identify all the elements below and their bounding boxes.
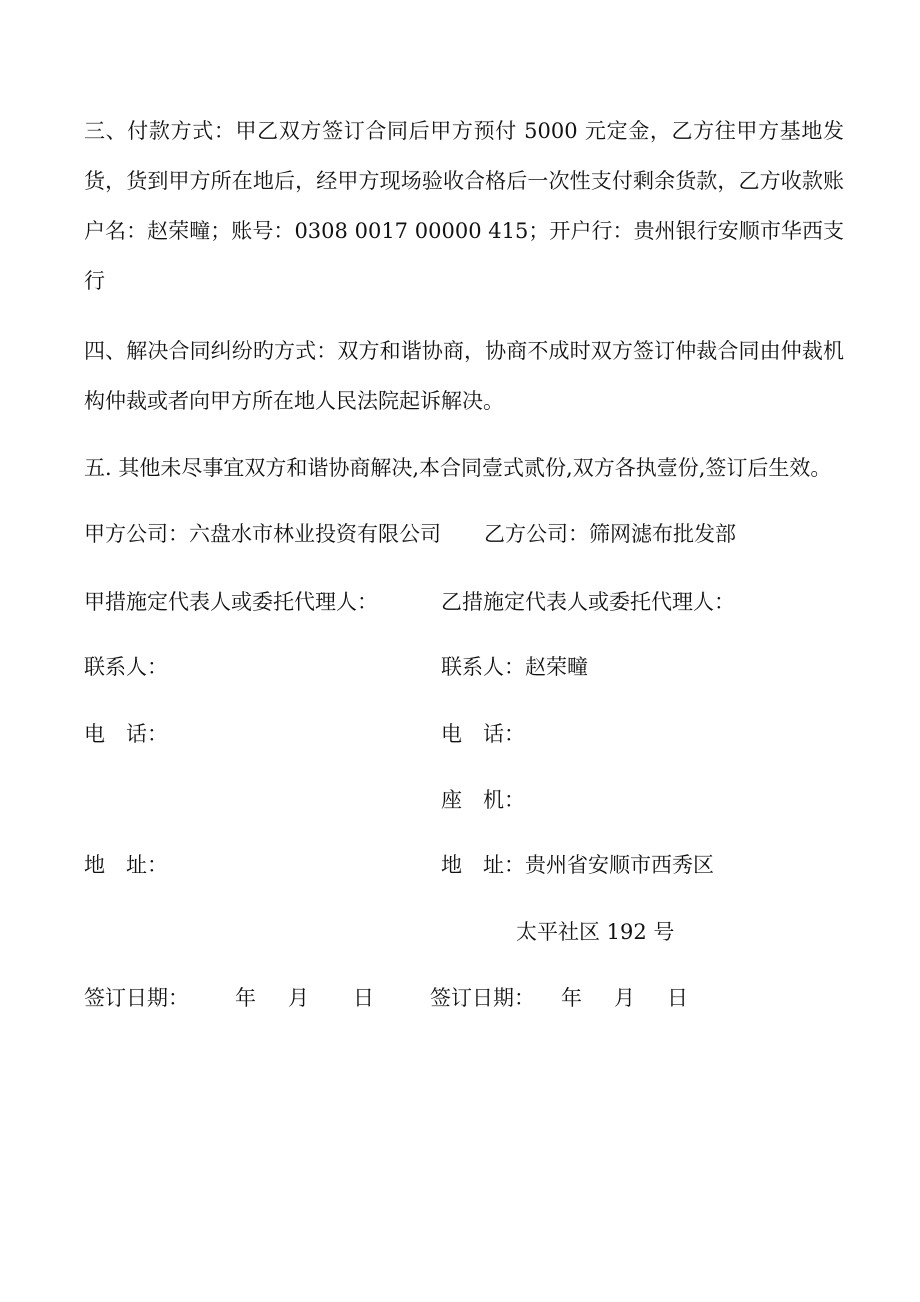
clause-other: 五. 其他未尽事宜双方和谐协商解决,本合同壹式贰份,双方各执壹份,签订后生效。 <box>84 456 832 480</box>
party-b-landline: 座 机： <box>441 788 525 812</box>
signing-date-b-label: 签订日期： <box>430 986 535 1010</box>
party-a-representative: 甲措施定代表人或委托代理人： <box>84 590 378 614</box>
signing-date-a-day: 日 <box>353 986 374 1010</box>
signing-date-a-month: 月 <box>288 986 309 1010</box>
party-b-address-continued: 太平社区 192 号 <box>516 920 675 944</box>
signing-date-a-year: 年 <box>235 986 256 1010</box>
signing-date-b-month: 月 <box>614 986 635 1010</box>
party-b-phone: 电 话： <box>441 722 525 746</box>
party-a-company: 甲方公司：六盘水市林业投资有限公司 <box>84 522 441 546</box>
clause-dispute: 四、解决合同纠纷旳方式：双方和谐协商，协商不成时双方签订仲裁合同由仲裁机构仲裁或者向甲方所在地人民法院起诉解决。 <box>84 339 844 413</box>
signing-date-b-day: 日 <box>667 986 688 1010</box>
signing-date-a <box>84 986 374 1010</box>
party-b-company: 乙方公司：筛网滤布批发部 <box>484 522 736 546</box>
party-b-contact: 联系人：赵荣疃 <box>441 655 588 679</box>
signing-date-a-label: 签订日期： <box>84 986 189 1010</box>
party-b-representative: 乙措施定代表人或委托代理人： <box>441 590 735 614</box>
clause-payment: 三、付款方式：甲乙双方签订合同后甲方预付 5000 元定金，乙方往甲方基地发货，货到甲方所在地后，经甲方现场验收合格后一次性支付剩余货款，乙方收款账户名：赵荣疃；账号：0308 0017 00000 415；开户行：贵州银行安顺市华西支行 <box>84 119 844 293</box>
party-b-address: 地 址：贵州省安顺市西秀区 <box>441 853 714 877</box>
party-a-phone: 电 话： <box>84 722 168 746</box>
signing-date-b <box>430 986 688 1010</box>
party-a-contact: 联系人： <box>84 655 168 679</box>
party-a-address: 地 址： <box>84 853 168 877</box>
signing-date-b-year: 年 <box>561 986 582 1010</box>
